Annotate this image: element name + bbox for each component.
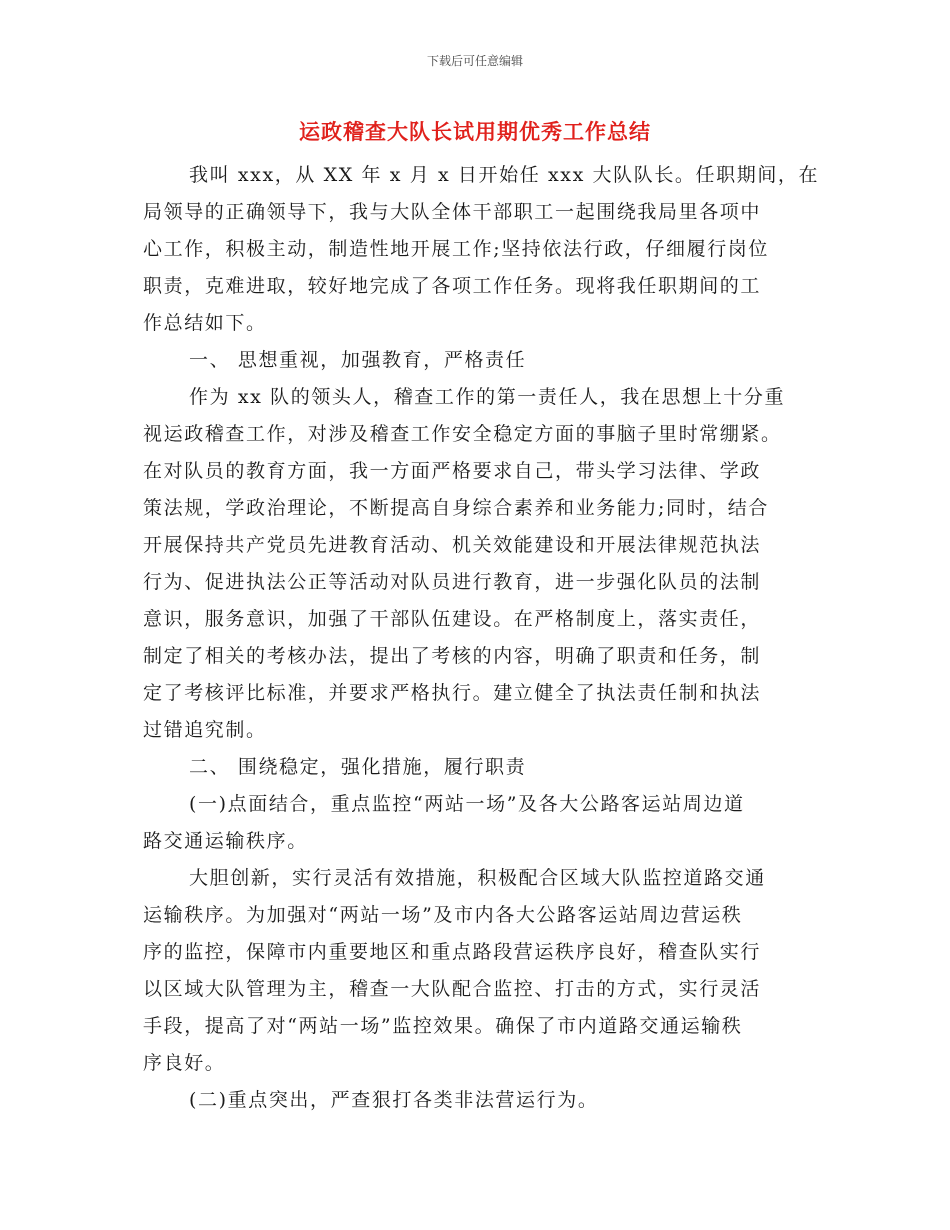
text-line: (二)重点突出，严查狠打各类非法营运行为。 (189, 1089, 599, 1111)
text-line: 职责，克难进取，较好地完成了各项工作任务。现将我任职期间的工 (143, 275, 762, 297)
text-line: 作总结如下。 (143, 312, 267, 334)
text-line: 心工作，积极主动，制造性地开展工作;坚持依法行政，仔细履行岗位 (143, 238, 770, 260)
text-line: 作为 xx 队的领头人，稽查工作的第一责任人，我在思想上十分重 (189, 386, 786, 408)
text-line: 序良好。 (143, 1052, 226, 1074)
text-line: 局领导的正确领导下，我与大队全体干部职工一起围绕我局里各项中 (143, 201, 762, 223)
document-body (143, 157, 820, 1119)
text-line: 开展保持共产党员先进教育活动、机关效能建设和开展法律规范执法 (143, 534, 762, 556)
text-line: 制定了相关的考核办法，提出了考核的内容，明确了职责和任务，制 (143, 645, 762, 667)
text-line: 视运政稽查工作，对涉及稽查工作安全稳定方面的事脑子里时常绷紧。 (143, 423, 782, 445)
text-line: 策法规，学政治理论，不断提高自身综合素养和业务能力;同时，结合 (143, 497, 770, 519)
text-line: 手段，提高了对“两站一场”监控效果。确保了市内道路交通运输秩 (143, 1015, 743, 1037)
text-line: 以区域大队管理为主，稽查一大队配合监控、打击的方式，实行灵活 (143, 978, 762, 1000)
text-line: 运输秩序。为加强对“两站一场”及市内各大公路客运站周边营运秩 (143, 904, 743, 926)
text-line: 大胆创新，实行灵活有效措施，积极配合区域大队监控道路交通 (189, 867, 766, 889)
page-header: 下载后可任意编辑 (426, 54, 523, 68)
text-line: 定了考核评比标准，并要求严格执行。建立健全了执法责任制和执法 (143, 682, 762, 704)
text-line: 过错追究制。 (143, 719, 267, 741)
text-line: 行为、促进执法公正等活动对队员进行教育，进一步强化队员的法制 (143, 571, 762, 593)
text-line: 一、 思想重视，加强教育，严格责任 (189, 349, 527, 371)
text-line: 二、 围绕稳定，强化措施，履行职责 (189, 756, 527, 778)
text-line: 在对队员的教育方面，我一方面严格要求自己，带头学习法律、学政 (143, 460, 762, 482)
text-line: 序的监控，保障市内重要地区和重点路段营运秩序良好，稽查队实行 (143, 941, 762, 963)
text-line: 路交通运输秩序。 (143, 830, 308, 852)
text-line: 我叫 xxx，从 XX 年 x 月 x 日开始任 xxx 大队队长。任职期间，在 (189, 164, 820, 186)
text-line: (一)点面结合，重点监控“两站一场”及各大公路客运站周边道 (189, 793, 745, 815)
text-line: 意识，服务意识，加强了干部队伍建设。在严格制度上，落实责任， (143, 608, 762, 630)
document-title: 运政稽查大队长试用期优秀工作总结 (299, 119, 651, 144)
